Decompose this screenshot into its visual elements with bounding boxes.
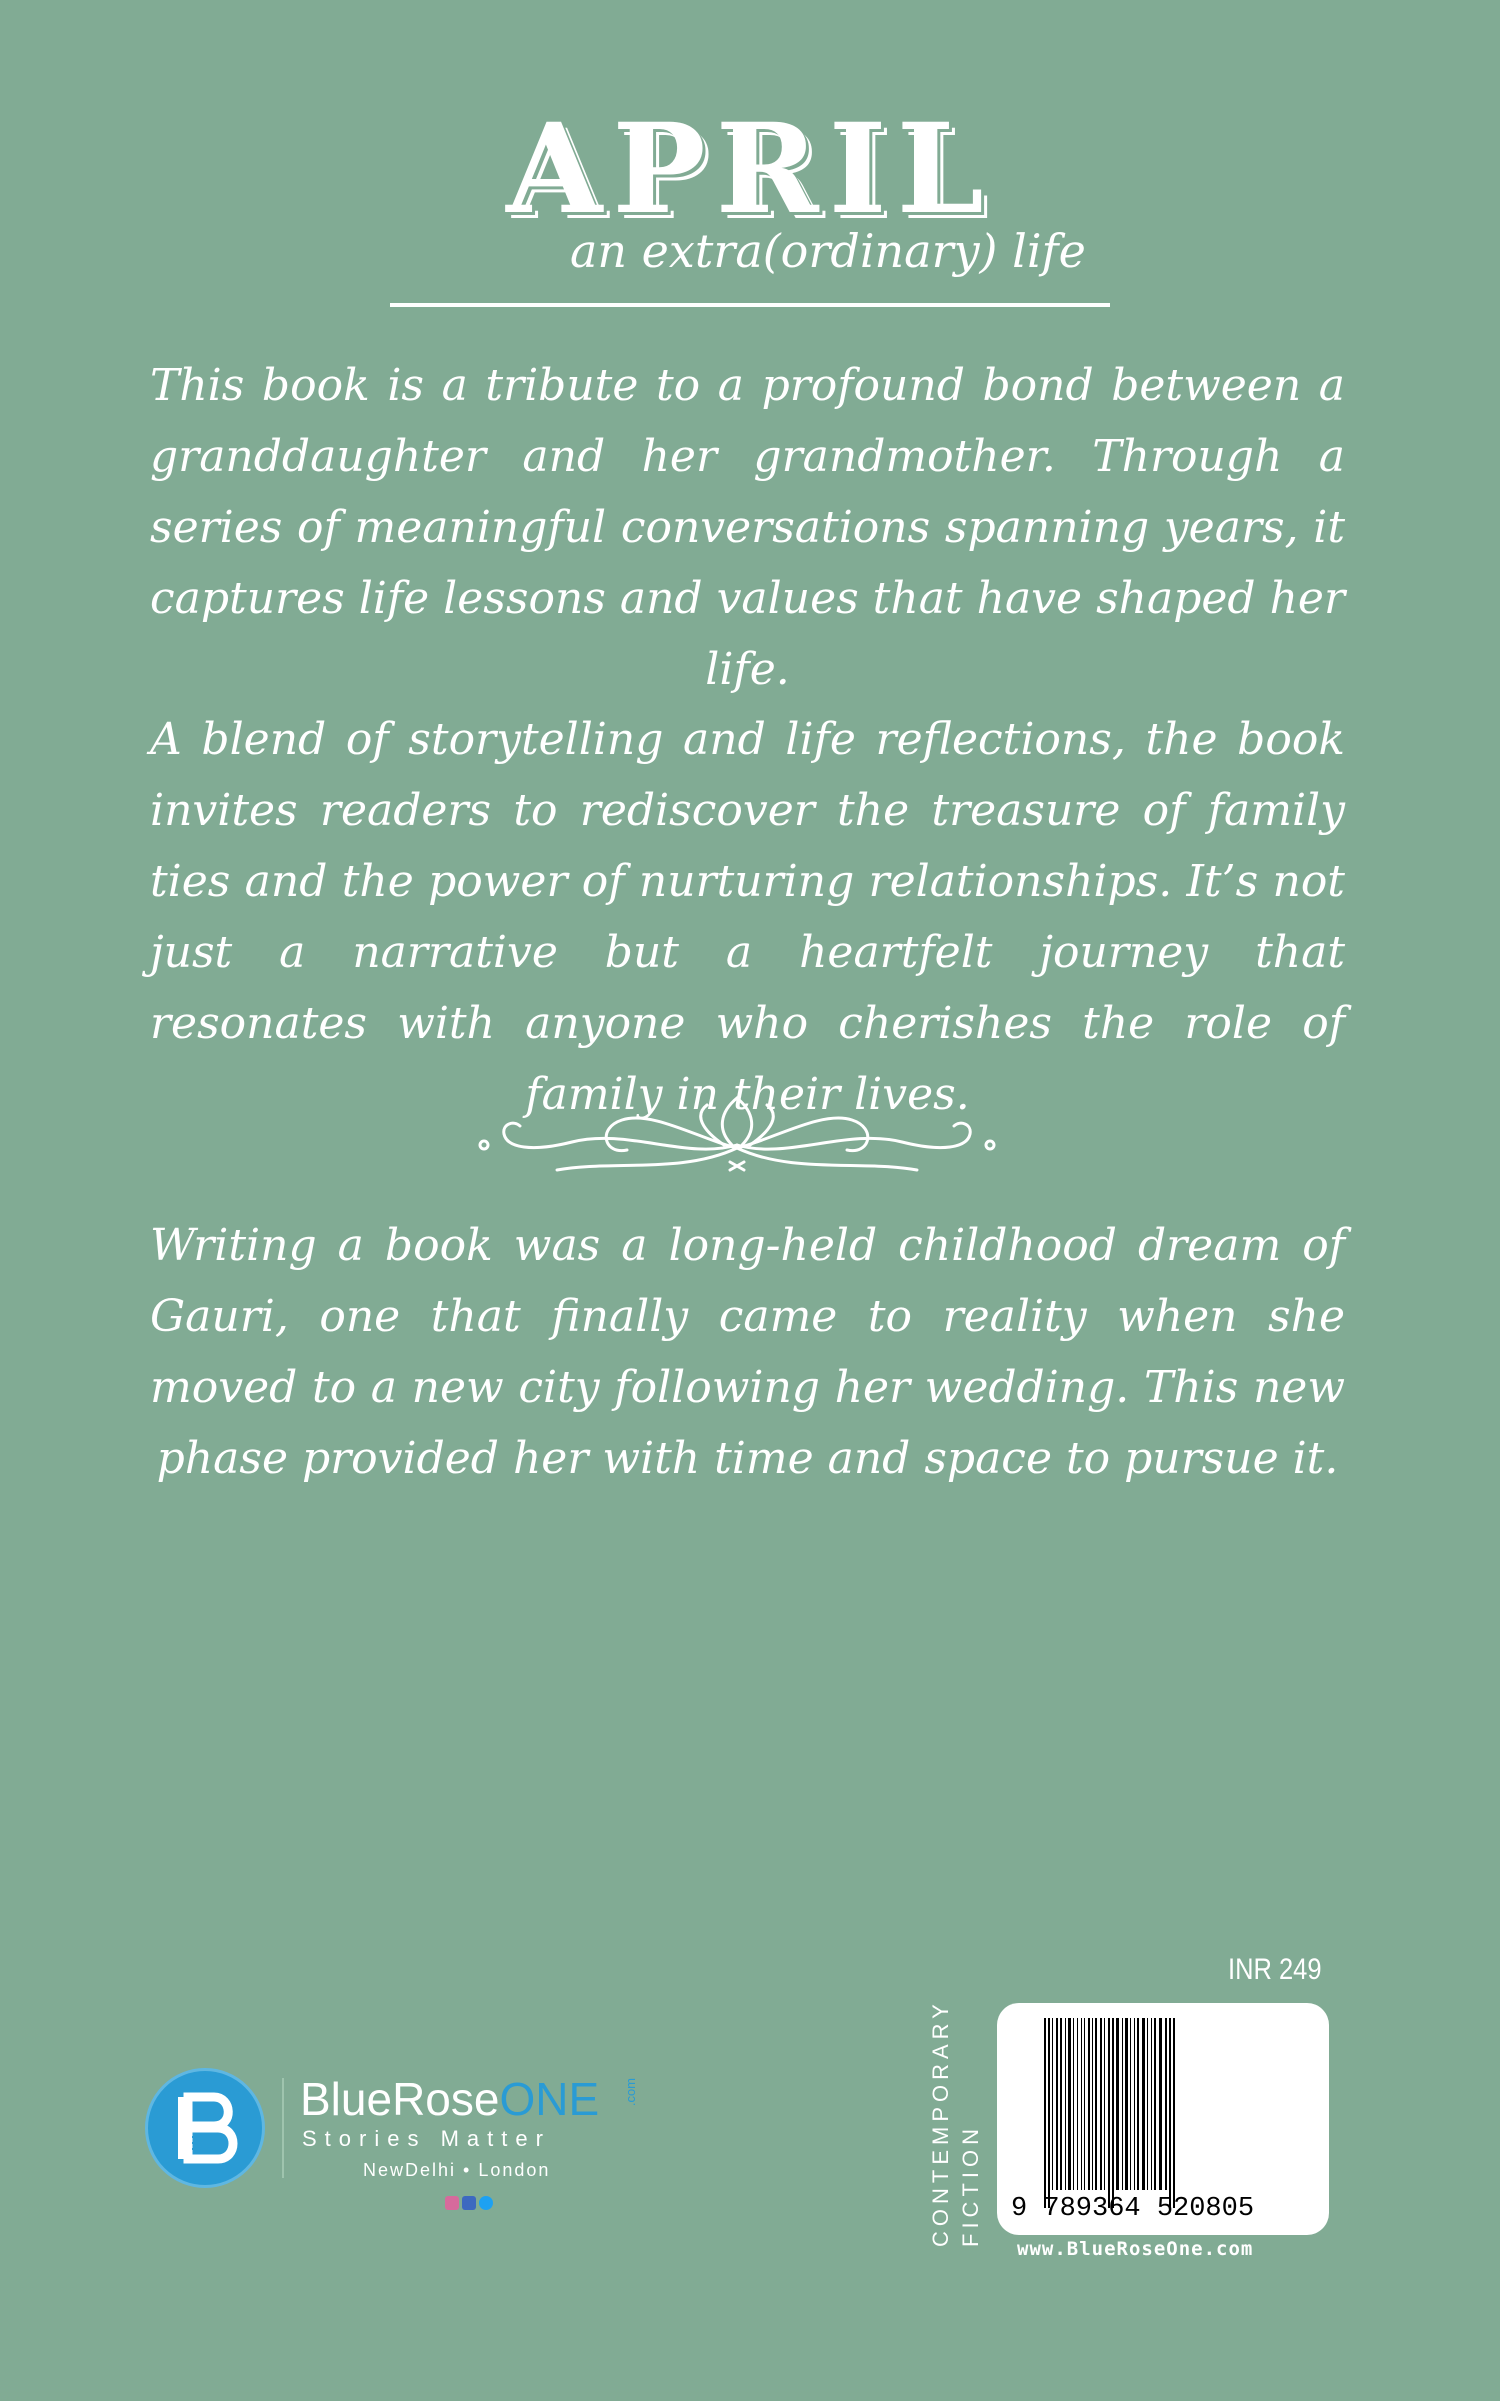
author-bio-paragraph: Writing a book was a long-held childhood dream of Gauri, one that finally came to reality when she moved to a new city following her wedding. This new phase provided her with time and space to pursue it. (150, 1220, 1345, 1484)
book-subtitle: an extra(ordinary) life (570, 224, 1086, 278)
bluerose-emblem-icon (145, 2068, 265, 2188)
barcode-bar (1134, 2018, 1135, 2190)
isbn-lead-digit: 9 (1011, 2194, 1028, 2224)
genre-line-2: FICTION (958, 2124, 983, 2247)
publisher-name-accent: ONE (499, 2073, 600, 2125)
publisher-domain-suffix: .com (623, 2078, 638, 2107)
barcode-bar (1165, 2018, 1167, 2190)
book-title: APRIL (506, 97, 994, 242)
barcode-bar (1116, 2018, 1119, 2190)
isbn-number (1011, 2194, 1315, 2224)
barcode-bar (1084, 2018, 1085, 2190)
barcode-bar (1092, 2018, 1093, 2190)
ornamental-divider (462, 1090, 1012, 1180)
barcode-bar (1056, 2018, 1058, 2190)
barcode-panel (997, 2003, 1329, 2235)
instagram-icon (445, 2196, 459, 2210)
barcode-bar (1100, 2018, 1102, 2190)
isbn-group-2: 520805 (1156, 2194, 1255, 2224)
barcode-guard-bar (1112, 2018, 1114, 2208)
publisher-cities: NewDelhi • London (363, 2160, 551, 2180)
barcode-guard-bar (1173, 2018, 1175, 2208)
barcode-bar (1137, 2018, 1139, 2190)
blurb-paragraph-2: A blend of storytelling and life reflections, the book invites readers to rediscover the treasure of family ties and the power of nurturing relationships. It’s not just a narrative but a heartfelt journey that resonates with anyone who cherishes the role of family in their lives. (150, 714, 1345, 1120)
barcode-bar (1081, 2018, 1082, 2190)
barcode-guard-bar (1044, 2018, 1046, 2208)
barcode-bar (1159, 2018, 1162, 2190)
publisher-tagline: Stories Matter (302, 2126, 551, 2151)
barcode-bar (1065, 2018, 1066, 2190)
website-url: www.BlueRoseOne.com (1017, 2238, 1254, 2260)
barcode-bar (1142, 2018, 1145, 2190)
barcode-bar (1052, 2018, 1053, 2190)
barcode-guard-bar (1048, 2018, 1050, 2208)
barcode-bar (1147, 2018, 1148, 2190)
genre-label (928, 1997, 992, 2247)
barcode-bar (1130, 2018, 1131, 2190)
title-underline (390, 303, 1110, 307)
publisher-name (300, 2073, 600, 2125)
barcode-bar (1077, 2018, 1078, 2190)
blurb-paragraph-1: This book is a tribute to a profound bond between a granddaughter and her grandmother. Through a series of meaningful conversations spanning years, it captures life lessons and values that have shaped her life. (150, 360, 1345, 695)
barcode-bar (1104, 2018, 1105, 2190)
price-label: INR 249 (1228, 1953, 1322, 1986)
barcode-bar (1060, 2018, 1062, 2190)
logo-separator (282, 2078, 284, 2178)
social-icons (445, 2196, 496, 2212)
barcode-bar (1151, 2018, 1152, 2190)
publisher-name-main: BlueRose (300, 2073, 500, 2125)
barcode-bar (1122, 2018, 1123, 2190)
isbn-group-1: 789364 (1043, 2194, 1141, 2224)
barcode-bar (1073, 2018, 1074, 2190)
publisher-logo (145, 2068, 665, 2228)
barcode-bar (1154, 2018, 1156, 2190)
barcode-guard-bar (1108, 2018, 1110, 2208)
barcode-bar (1095, 2018, 1097, 2190)
genre-line-1: CONTEMPORARY (928, 1999, 953, 2247)
twitter-icon (479, 2196, 493, 2210)
barcode-guard-bar (1169, 2018, 1171, 2208)
barcode-bar (1068, 2018, 1071, 2190)
barcode-bar (1088, 2018, 1090, 2190)
facebook-icon (462, 2196, 476, 2210)
isbn-barcode (1042, 2018, 1287, 2218)
barcode-bar (1125, 2018, 1128, 2190)
